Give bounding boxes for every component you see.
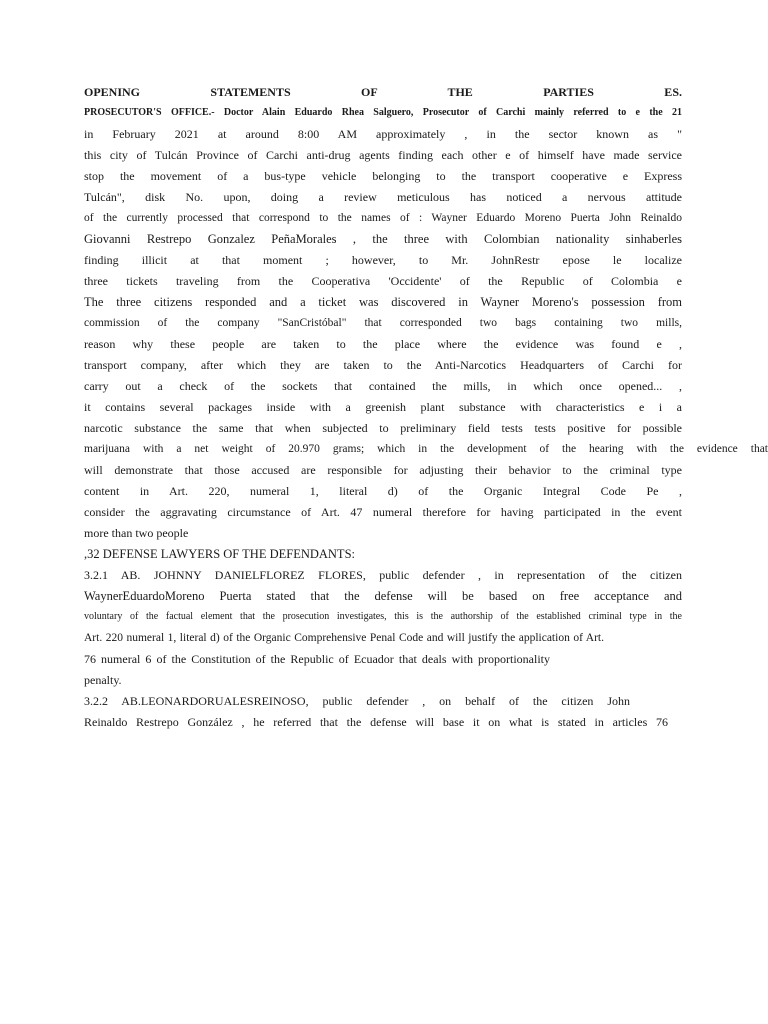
paragraph-line: marijuana with a net weight of 20.970 grams; which in the development of the hearing with the evidence that [84,443,768,455]
paragraph-line: Tulcán", disk No. upon, doing a review meticulous has noticed a nervous attitude [84,190,682,204]
paragraph-line: it contains several packages inside with a greenish plant substance with characteristics e i a [84,400,682,414]
paragraph-line: three tickets traveling from the Cooperativa 'Occidente' of the Republic of Colombia e [84,274,682,288]
paragraph-line: Art. 220 numeral 1, literal d) of the Organic Comprehensive Penal Code and will justify the application of Art. [84,632,604,644]
paragraph-line: in February 2021 at around 8:00 AM approximately , in the sector known as " [84,127,682,141]
section-heading: OPENING STATEMENTS OF THE PARTIES ES. [84,85,682,99]
paragraph-line: more than two people [84,526,189,540]
paragraph-line: Giovanni Restrepo Gonzalez PeñaMorales , the three with Colombian nationality sinhaberles [84,232,682,246]
paragraph-line: stop the movement of a bus-type vehicle belonging to the transport cooperative e Express [84,169,682,183]
paragraph-line: voluntary of the factual element that the prosecution investigates, this is the authorship of the established criminal type in the [84,611,682,622]
paragraph-line: carry out a check of the sockets that contained the mills, in which once opened... , [84,379,682,393]
paragraph-line: finding illicit at that moment ; however, to Mr. JohnRestr epose le localize [84,253,682,267]
paragraph-line: The three citizens responded and a ticket was discovered in Wayner Moreno's possession from [84,295,682,309]
subsection-heading: ,32 DEFENSE LAWYERS OF THE DEFENDANTS: [84,547,355,561]
paragraph-line: commission of the company "SanCristóbal" that corresponded two bags containing two mills, [84,317,682,329]
paragraph-line: PROSECUTOR'S OFFICE.- Doctor Alain Eduardo Rhea Salguero, Prosecutor of Carchi mainly referred to e the 21 [84,107,682,118]
paragraph-line: 3.2.2 AB.LEONARDORUALESREINOSO, public defender , on behalf of the citizen John [84,694,630,708]
paragraph-line: narcotic substance the same that when subjected to preliminary field tests tests positive for possible [84,421,682,435]
paragraph-line: of the currently processed that correspond to the names of : Wayner Eduardo Moreno Puerta John Reinaldo [84,212,682,224]
paragraph-line: this city of Tulcán Province of Carchi anti-drug agents finding each other e of himself have made service [84,148,682,162]
paragraph-line: WaynerEduardoMoreno Puerta stated that the defense will be based on free acceptance and [84,589,682,603]
paragraph-line: consider the aggravating circumstance of Art. 47 numeral therefore for having participated in the event [84,505,682,519]
paragraph-line: content in Art. 220, numeral 1, literal d) of the Organic Integral Code Pe , [84,484,682,498]
paragraph-line: reason why these people are taken to the place where the evidence was found e , [84,337,682,351]
paragraph-line: Reinaldo Restrepo González , he referred that the defense will base it on what is stated in articles 76 [84,715,668,729]
paragraph-line: 76 numeral 6 of the Constitution of the Republic of Ecuador that deals with proportionality [84,652,550,666]
paragraph-line: transport company, after which they are taken to the Anti-Narcotics Headquarters of Carchi for [84,358,682,372]
paragraph-line: penalty. [84,673,122,687]
paragraph-line: 3.2.1 AB. JOHNNY DANIELFLOREZ FLORES, public defender , in representation of the citizen [84,568,682,582]
paragraph-line: will demonstrate that those accused are responsible for adjusting their behavior to the criminal type [84,463,682,477]
